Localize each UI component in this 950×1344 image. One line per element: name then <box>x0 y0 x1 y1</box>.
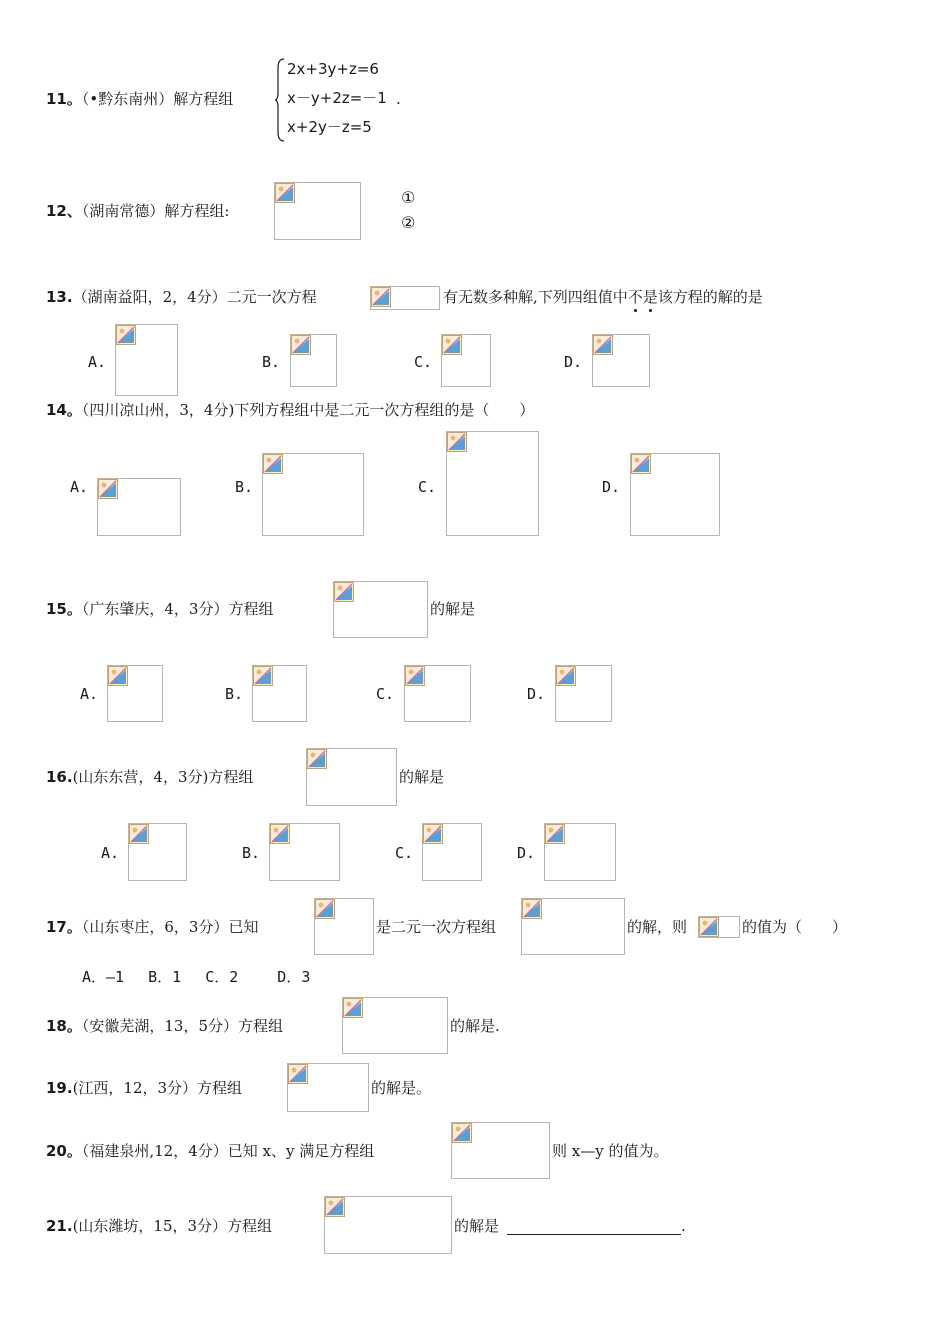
q20-text-before: （福建泉州,12，4分）已知 x、y 满足方程组 <box>81 1142 375 1160</box>
q13-text-after-a: 有无数多种解,下列四组值中 <box>443 288 628 306</box>
broken-image-icon <box>263 454 283 474</box>
broken-image-icon <box>116 325 136 345</box>
q16-text-before: (山东东营，4，3分)方程组 <box>72 768 254 786</box>
q21-answer-blank[interactable] <box>507 1233 681 1235</box>
q19-text-before: (江西，12，3分）方程组 <box>72 1079 243 1097</box>
q14-option-d: D. <box>602 478 621 496</box>
q20-text-after: 则 x—y 的值为。 <box>552 1142 669 1160</box>
q17-text-d: 的值为（ ） <box>742 918 848 936</box>
q16-option-c: C. <box>395 844 414 862</box>
q15-number: 15。 <box>46 600 82 618</box>
q13-option-c: C. <box>414 353 433 371</box>
q16-option-d: D. <box>517 844 536 862</box>
q18-equation-image <box>342 997 448 1054</box>
q11-equation-3: x+2y－z=5 <box>287 118 372 136</box>
q11-equation-2: x－y+2z=－1 <box>287 89 387 107</box>
q17-expression-image <box>698 916 740 938</box>
q11-text: （•黔东南州）解方程组 <box>81 90 234 108</box>
q14-option-c: C. <box>418 478 437 496</box>
q16-option-c-image <box>422 823 482 881</box>
q18-line-a <box>46 1017 283 1035</box>
q18-text-after: 的解是. <box>450 1017 500 1035</box>
q20-equation-image <box>451 1122 550 1179</box>
q13-option-b: B. <box>262 353 281 371</box>
q12-text: （湖南常德）解方程组: <box>81 202 230 220</box>
q19-text-after: 的解是。 <box>371 1079 432 1097</box>
q14-text: （四川凉山州，3，4分)下列方程组中是二元一次方程组的是（ ） <box>81 401 535 419</box>
broken-image-icon <box>699 917 719 937</box>
q16-option-a: A. <box>101 844 120 862</box>
q16-line-a <box>46 768 253 786</box>
q17-solution-image <box>314 898 374 955</box>
q12-line <box>46 202 229 220</box>
q15-option-b: B. <box>225 685 244 703</box>
broken-image-icon <box>452 1123 472 1143</box>
q11-number: 11。 <box>46 90 82 108</box>
broken-image-icon <box>307 749 327 769</box>
q14-option-c-image <box>446 431 539 536</box>
q14-option-a: A. <box>70 478 89 496</box>
q13-number: 13. <box>46 288 73 306</box>
q13-option-d-image <box>592 334 650 387</box>
broken-image-icon <box>315 899 335 919</box>
q15-equation-image <box>333 581 428 638</box>
q13-line-a <box>46 288 317 306</box>
broken-image-icon <box>593 335 613 355</box>
broken-image-icon <box>253 666 273 686</box>
q15-option-c: C. <box>376 685 395 703</box>
q12-number: 12、 <box>46 202 82 220</box>
q20-line-a <box>46 1142 374 1160</box>
q15-text-after: 的解是 <box>430 600 476 618</box>
q13-option-b-image <box>290 334 337 387</box>
q15-text-before: （广东肇庆，4，3分）方程组 <box>81 600 274 618</box>
broken-image-icon <box>129 824 149 844</box>
q13-equation-image <box>370 286 440 310</box>
broken-image-icon <box>288 1064 308 1084</box>
q21-equation-image <box>324 1196 452 1254</box>
broken-image-icon <box>447 432 467 452</box>
q15-option-b-image <box>252 665 307 722</box>
q14-option-b: B. <box>235 478 254 496</box>
broken-image-icon <box>291 335 311 355</box>
q15-option-a-image <box>107 665 163 722</box>
q19-number: 19. <box>46 1079 73 1097</box>
q13-option-a-image <box>115 324 178 396</box>
q15-option-d: D. <box>527 685 546 703</box>
q18-text-before: （安徽芜湖，13，5分）方程组 <box>81 1017 284 1035</box>
broken-image-icon <box>108 666 128 686</box>
broken-image-icon <box>522 899 542 919</box>
q21-number: 21. <box>46 1217 73 1235</box>
broken-image-icon <box>325 1197 345 1217</box>
broken-image-icon <box>275 183 295 203</box>
broken-image-icon <box>270 824 290 844</box>
q15-line-a <box>46 600 273 618</box>
q19-line-a <box>46 1079 242 1097</box>
q16-option-d-image <box>544 823 616 881</box>
q16-equation-image <box>306 748 397 806</box>
broken-image-icon <box>405 666 425 686</box>
q13-text-after-b: 该方程的解的是 <box>657 288 763 306</box>
q13-option-d: D. <box>564 353 583 371</box>
q17-text-c: 的解，则 <box>627 918 688 936</box>
q13-option-a: A. <box>88 353 107 371</box>
q11-equation-1: 2x+3y+z=6 <box>287 60 379 78</box>
q13-option-c-image <box>441 334 491 387</box>
q19-equation-image <box>287 1063 369 1112</box>
broken-image-icon <box>631 454 651 474</box>
q13-dotted-emphasis: 不是 <box>628 288 658 306</box>
q21-end: . <box>681 1217 686 1235</box>
q16-text-after: 的解是 <box>399 768 445 786</box>
q17-text-a: （山东枣庄，6，3分）已知 <box>81 918 259 936</box>
q14-number: 14。 <box>46 401 82 419</box>
broken-image-icon <box>334 582 354 602</box>
broken-image-icon <box>545 824 565 844</box>
q12-marker-2: ② <box>401 213 416 232</box>
q11-line <box>46 90 233 108</box>
broken-image-icon <box>343 998 363 1018</box>
broken-image-icon <box>98 479 118 499</box>
q17-number: 17。 <box>46 918 82 936</box>
q17-choices: A．—1 B．1 C．2 D．3 <box>82 968 311 986</box>
q17-line-a <box>46 918 258 936</box>
q17-system-image <box>521 898 625 955</box>
broken-image-icon <box>556 666 576 686</box>
q13-text-before: （湖南益阳，2，4分）二元一次方程 <box>72 288 317 306</box>
broken-image-icon <box>423 824 443 844</box>
q16-option-b-image <box>269 823 340 881</box>
q21-text-before: (山东潍坊，15，3分）方程组 <box>72 1217 273 1235</box>
q21-line-a <box>46 1217 272 1235</box>
q14-option-a-image <box>97 478 181 536</box>
q11-end: . <box>396 90 401 108</box>
q16-option-b: B. <box>242 844 261 862</box>
q15-option-a: A. <box>80 685 99 703</box>
broken-image-icon <box>442 335 462 355</box>
q17-text-b: 是二元一次方程组 <box>376 918 497 936</box>
q12-marker-1: ① <box>401 188 416 207</box>
q14-option-d-image <box>630 453 720 536</box>
q20-number: 20。 <box>46 1142 82 1160</box>
q21-text-after: 的解是 <box>454 1217 500 1235</box>
q11-brace <box>275 58 285 142</box>
q12-equation-image <box>274 182 361 240</box>
q16-option-a-image <box>128 823 187 881</box>
q15-option-c-image <box>404 665 471 722</box>
q14-line <box>46 401 534 419</box>
q14-option-b-image <box>262 453 364 536</box>
broken-image-icon <box>371 287 391 307</box>
q15-option-d-image <box>555 665 612 722</box>
q13-line-b <box>443 288 763 306</box>
q16-number: 16. <box>46 768 73 786</box>
q18-number: 18。 <box>46 1017 82 1035</box>
